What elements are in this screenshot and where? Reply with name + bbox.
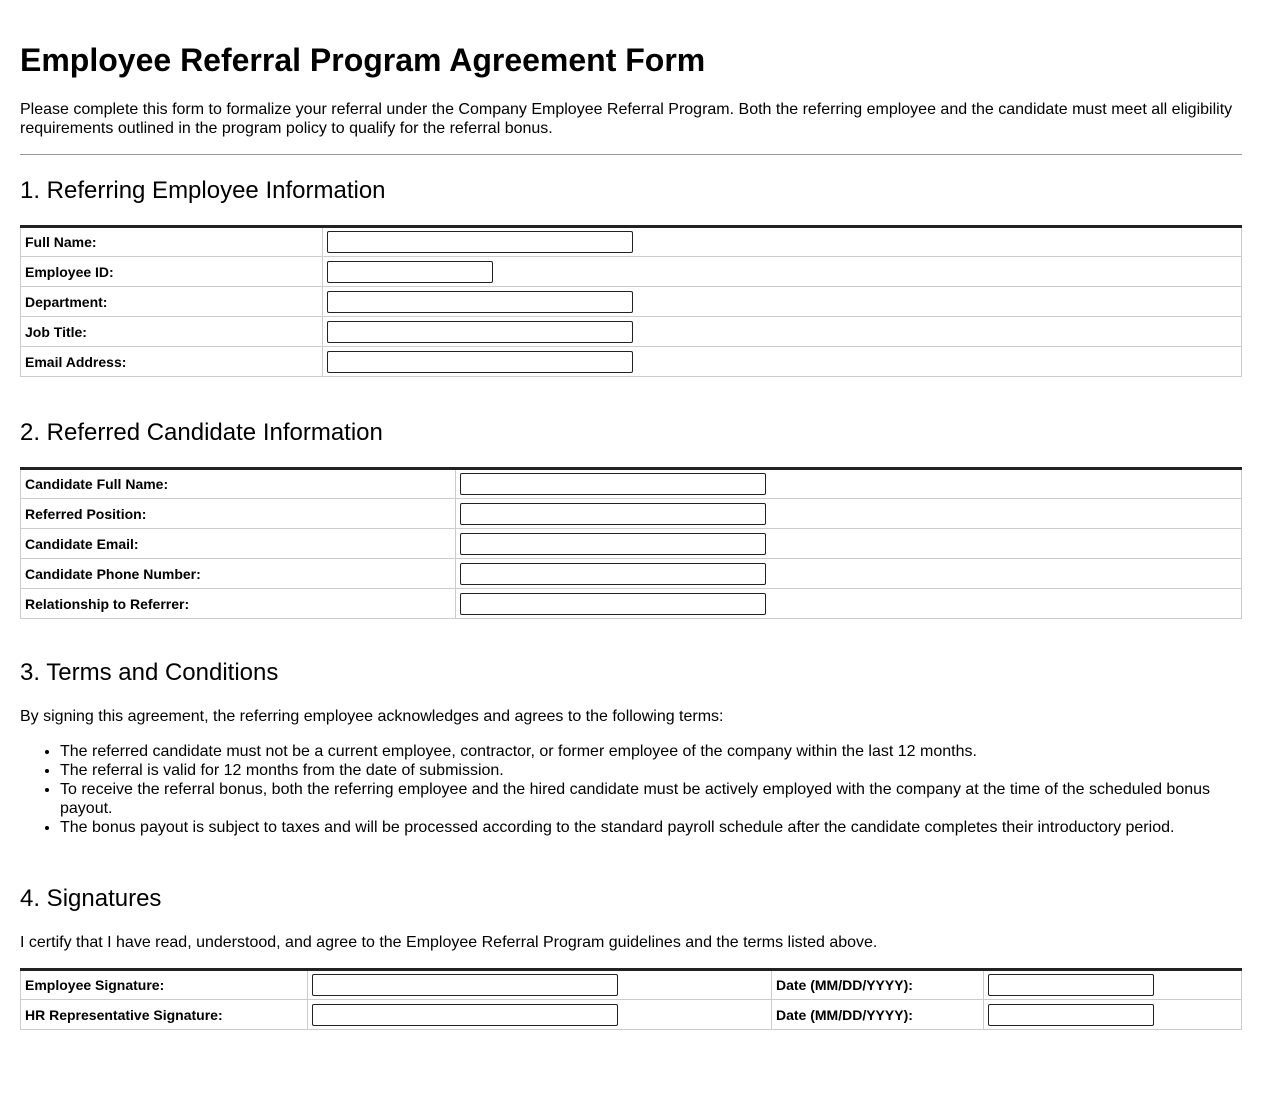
section-title-referred-candidate: 2. Referred Candidate Information [20, 419, 383, 446]
relationship-input[interactable] [460, 593, 766, 615]
field-label: Department: [21, 287, 323, 317]
field-label: Candidate Email: [21, 529, 456, 559]
candidate-phone-input[interactable] [460, 563, 766, 585]
signature-label: Employee Signature: [21, 970, 308, 1000]
table-row [21, 469, 1242, 499]
employee-signature-input[interactable] [312, 974, 618, 996]
list-item: • The bonus payout is subject to taxes and will be processed according to the standard payroll schedule after the candidate completes their introductory period. [60, 818, 1242, 837]
field-label: Job Title: [21, 317, 323, 347]
list-item: • The referred candidate must not be a current employee, contractor, or former employee of the company within the last 12 months. [60, 742, 1242, 761]
certification-statement: I certify that I have read, understood, and agree to the Employee Referral Program guidelines and the terms listed above. [20, 934, 878, 951]
table-row [21, 227, 1242, 257]
signatures-table [20, 968, 1242, 1030]
field-label: Employee ID: [21, 257, 323, 287]
list-item: • To receive the referral bonus, both the referring employee and the hired candidate must be actively employed with the company at the time of the scheduled bonus payout. [60, 780, 1242, 818]
date-label: Date (MM/DD/YYYY): [772, 970, 984, 1000]
hr-date-input[interactable] [988, 1004, 1154, 1026]
candidate-full-name-input[interactable] [460, 473, 766, 495]
table-row [21, 1000, 1242, 1030]
table-row [21, 257, 1242, 287]
field-label: Relationship to Referrer: [21, 589, 456, 619]
list-item: • The referral is valid for 12 months from the date of submission. [60, 761, 1242, 780]
date-label: Date (MM/DD/YYYY): [772, 1000, 984, 1030]
field-label: Full Name: [21, 227, 323, 257]
title-divider [20, 154, 1242, 155]
candidate-email-input[interactable] [460, 533, 766, 555]
field-label: Referred Position: [21, 499, 456, 529]
employee-id-input[interactable] [327, 261, 493, 283]
page-title: Employee Referral Program Agreement Form [20, 42, 706, 78]
section-title-signatures: 4. Signatures [20, 885, 162, 912]
referred-position-input[interactable] [460, 503, 766, 525]
full-name-input[interactable] [327, 231, 633, 253]
table-row [21, 529, 1242, 559]
email-address-input[interactable] [327, 351, 633, 373]
table-row [21, 347, 1242, 377]
section-title-terms: 3. Terms and Conditions [20, 659, 279, 686]
referred-candidate-table [20, 467, 1242, 619]
terms-intro: By signing this agreement, the referring employee acknowledges and agrees to the following terms: [20, 708, 724, 725]
terms-list [20, 742, 1242, 837]
department-input[interactable] [327, 291, 633, 313]
field-label: Candidate Full Name: [21, 469, 456, 499]
job-title-input[interactable] [327, 321, 633, 343]
table-row [21, 589, 1242, 619]
intro-paragraph: Please complete this form to formalize your referral under the Company Employee Referral Program. Both the referring employee and the candidate must meet all eligibility requirements outlined in the program policy to qualify for the referral bonus. [20, 101, 1233, 137]
hr-signature-input[interactable] [312, 1004, 618, 1026]
table-row [21, 287, 1242, 317]
table-row [21, 317, 1242, 347]
employee-date-input[interactable] [988, 974, 1154, 996]
field-label: Candidate Phone Number: [21, 559, 456, 589]
table-row [21, 559, 1242, 589]
table-row [21, 970, 1242, 1000]
field-label: Email Address: [21, 347, 323, 377]
section-title-referring-employee: 1. Referring Employee Information [20, 177, 386, 204]
referring-employee-table [20, 225, 1242, 377]
table-row [21, 499, 1242, 529]
signature-label: HR Representative Signature: [21, 1000, 308, 1030]
